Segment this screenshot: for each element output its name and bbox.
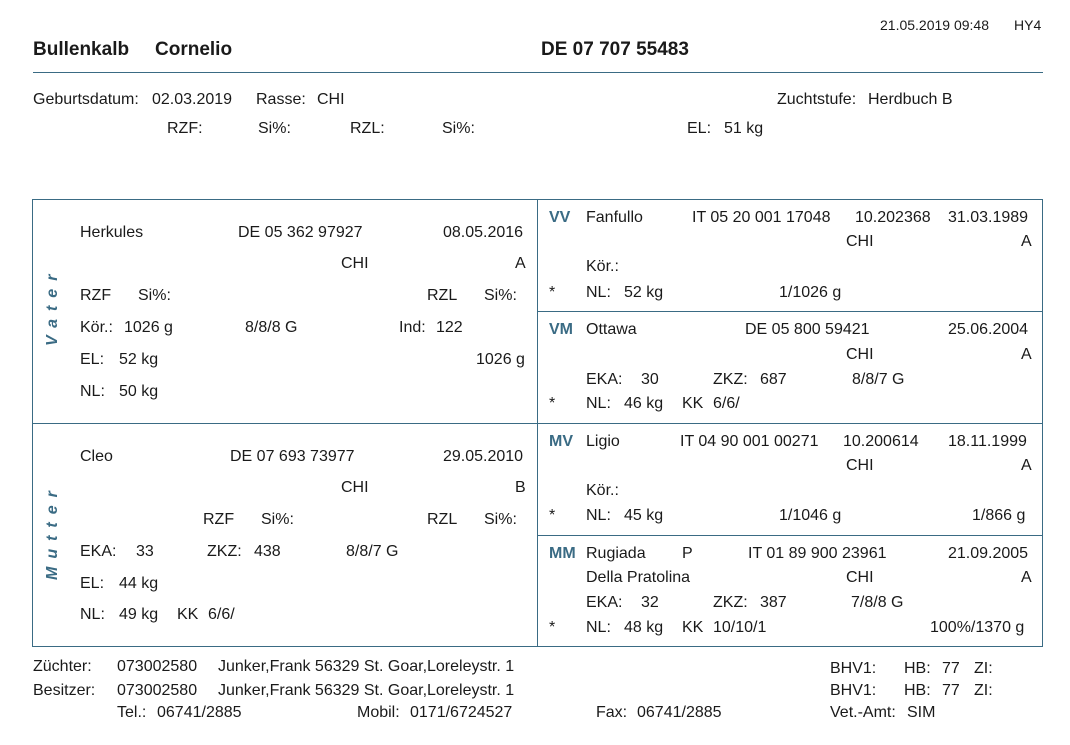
mm-nl-value: 48 kg (624, 619, 664, 636)
mm-eka-label: EKA: (586, 594, 623, 611)
vm-star: * (549, 395, 556, 412)
vm-kk-value: 6/6/ (713, 395, 740, 412)
vv-date: 31.03.1989 (948, 209, 1029, 226)
mutter-si1: Si%: (261, 511, 294, 528)
grand-divider-2 (537, 423, 1043, 424)
mv-name: Ligio (586, 433, 620, 450)
animal-name: Cornelio (155, 39, 233, 60)
vet-value: SIM (907, 704, 936, 721)
mm-kk-value: 10/10/1 (713, 619, 767, 636)
mv-breed: CHI (846, 457, 874, 474)
breed-value: CHI (317, 91, 345, 108)
mv-date: 18.11.1999 (948, 433, 1027, 450)
mutter-side-label: Mutter (44, 483, 61, 580)
mm-grade: A (1021, 569, 1032, 586)
mv-code: MV (549, 433, 573, 450)
owner-label: Besitzer: (33, 682, 96, 699)
bhv1-b-label: BHV1: (830, 682, 877, 699)
vv-nl-label: NL: (586, 284, 611, 301)
vater-nl-label: NL: (80, 383, 105, 400)
vv-name: Fanfullo (586, 209, 643, 226)
tel-label: Tel.: (117, 704, 147, 721)
mm-code: MM (549, 545, 576, 562)
vater-si1: Si%: (138, 287, 171, 304)
vm-zkz-value: 687 (760, 371, 787, 388)
vv-kor-label: Kör.: (586, 258, 619, 275)
vater-nl-value: 50 kg (119, 383, 159, 400)
zi2-label: ZI: (974, 682, 993, 699)
vater-kor-code: 8/8/8 G (245, 319, 298, 336)
fax-value: 06741/2885 (637, 704, 722, 721)
vv-ratio: 1/1026 g (779, 284, 842, 301)
vater-rzl: RZL (427, 287, 458, 304)
mobile-label: Mobil: (357, 704, 400, 721)
grand-divider-3 (537, 535, 1043, 536)
herd-value: Herdbuch B (868, 91, 953, 108)
ear-tag: DE 07 707 55483 (541, 39, 689, 60)
vv-nl-value: 52 kg (624, 284, 664, 301)
mv-kor-label: Kör.: (586, 482, 619, 499)
vater-name: Herkules (80, 224, 144, 241)
owner-address: Junker,Frank 56329 St. Goar,Loreleystr. 1 (218, 682, 515, 699)
mutter-rzf: RZF (203, 511, 235, 528)
vater-el-label: EL: (80, 351, 105, 368)
mutter-date: 29.05.2010 (443, 448, 524, 465)
mutter-nl-label: NL: (80, 606, 105, 623)
vm-breed: CHI (846, 346, 874, 363)
mm-date: 21.09.2005 (948, 545, 1029, 562)
vater-el-right: 1026 g (476, 351, 525, 368)
herd-label: Zuchtstufe: (777, 91, 857, 108)
mutter-name: Cleo (80, 448, 113, 465)
rzl-label: RZL: (350, 120, 385, 137)
mutter-el-label: EL: (80, 575, 105, 592)
mm-p: P (682, 545, 693, 562)
el-value: 51 kg (724, 120, 764, 137)
vm-date: 25.06.2004 (948, 321, 1029, 338)
vater-ind-label: Ind: (399, 319, 426, 336)
vm-nl-label: NL: (586, 395, 611, 412)
mm-zkz-value: 387 (760, 594, 787, 611)
mm-eka-value: 32 (641, 594, 659, 611)
vm-grade: A (1021, 346, 1032, 363)
vv-grade: A (1021, 233, 1032, 250)
vm-eka-label: EKA: (586, 371, 623, 388)
birth-date: 02.03.2019 (152, 91, 233, 108)
vv-star: * (549, 284, 556, 301)
mm-ratio: 100%/1370 g (930, 619, 1025, 636)
vater-ear: DE 05 362 97927 (238, 224, 363, 241)
mutter-eka-value: 33 (136, 543, 154, 560)
si2-label: Si%: (442, 120, 475, 137)
mm-zkz-label: ZKZ: (713, 594, 748, 611)
mm-star: * (549, 619, 556, 636)
zi1-label: ZI: (974, 660, 993, 677)
vater-kor-value: 1026 g (124, 319, 173, 336)
mutter-kk-value: 6/6/ (208, 606, 235, 623)
vater-kor-label: Kör.: (80, 319, 113, 336)
birth-label: Geburtsdatum: (33, 91, 139, 108)
mm-codeval: 7/8/8 G (851, 594, 904, 611)
vet-label: Vet.-Amt: (830, 704, 896, 721)
el-label: EL: (687, 120, 712, 137)
vater-grade: A (515, 255, 526, 272)
vv-code: VV (549, 209, 571, 226)
vm-name: Ottawa (586, 321, 637, 338)
vm-nl-value: 46 kg (624, 395, 664, 412)
bhv1-a-label: BHV1: (830, 660, 877, 677)
vv-ear: IT 05 20 001 17048 (692, 209, 831, 226)
mobile-value: 0171/6724527 (410, 704, 513, 721)
vm-eka-value: 30 (641, 371, 659, 388)
mv-ear: IT 04 90 001 00271 (680, 433, 819, 450)
hb1-value: 77 (942, 660, 960, 677)
mv-star: * (549, 507, 556, 524)
rzf-label: RZF: (167, 120, 203, 137)
doc-code: HY4 (1014, 17, 1042, 33)
hb1-label: HB: (904, 660, 931, 677)
mv-ratio: 1/1046 g (779, 507, 842, 524)
tel-value: 06741/2885 (157, 704, 242, 721)
mutter-si2: Si%: (484, 511, 517, 528)
mutter-code: 8/8/7 G (346, 543, 399, 560)
vm-zkz-label: ZKZ: (713, 371, 748, 388)
mutter-kk-label: KK (177, 606, 199, 623)
mm-name2: Della Pratolina (586, 569, 691, 586)
si1-label: Si%: (258, 120, 291, 137)
mm-ear: IT 01 89 900 23961 (748, 545, 887, 562)
fax-label: Fax: (596, 704, 628, 721)
vm-code: VM (549, 321, 573, 338)
mutter-el-value: 44 kg (119, 575, 159, 592)
breed-label: Rasse: (256, 91, 306, 108)
breeder-id: 073002580 (117, 658, 198, 675)
vv-num: 10.202368 (855, 209, 931, 226)
mutter-nl-value: 49 kg (119, 606, 159, 623)
breeder-address: Junker,Frank 56329 St. Goar,Loreleystr. 1 (218, 658, 515, 675)
mutter-ear: DE 07 693 73977 (230, 448, 355, 465)
vv-breed: CHI (846, 233, 874, 250)
mv-grade: A (1021, 457, 1032, 474)
vater-el-value: 52 kg (119, 351, 159, 368)
vm-kk-label: KK (682, 395, 704, 412)
hb2-value: 77 (942, 682, 960, 699)
vater-side-label: Vater (44, 266, 61, 346)
mutter-rzl: RZL (427, 511, 458, 528)
mutter-breed: CHI (341, 479, 369, 496)
vater-breed: CHI (341, 255, 369, 272)
mutter-grade: B (515, 479, 526, 496)
vm-codeval: 8/8/7 G (852, 371, 905, 388)
mm-name: Rugiada (586, 545, 646, 562)
parents-divider (32, 423, 538, 424)
mutter-eka-label: EKA: (80, 543, 117, 560)
animal-type: Bullenkalb (33, 39, 130, 60)
vater-si2: Si%: (484, 287, 517, 304)
vater-rzf: RZF (80, 287, 112, 304)
mv-nl-label: NL: (586, 507, 611, 524)
breeder-label: Züchter: (33, 658, 92, 675)
mm-kk-label: KK (682, 619, 704, 636)
header-rule (33, 72, 1043, 73)
mutter-zkz-label: ZKZ: (207, 543, 242, 560)
mv-num: 10.200614 (843, 433, 919, 450)
vm-ear: DE 05 800 59421 (745, 321, 870, 338)
vater-date: 08.05.2016 (443, 224, 524, 241)
mutter-zkz-value: 438 (254, 543, 281, 560)
vater-ind-value: 122 (436, 319, 463, 336)
mv-nl-value: 45 kg (624, 507, 664, 524)
mm-nl-label: NL: (586, 619, 611, 636)
hb2-label: HB: (904, 682, 931, 699)
grand-divider-1 (537, 311, 1043, 312)
timestamp: 21.05.2019 09:48 (880, 17, 989, 33)
mv-ratio2: 1/866 g (972, 507, 1026, 524)
mm-breed: CHI (846, 569, 874, 586)
owner-id: 073002580 (117, 682, 198, 699)
